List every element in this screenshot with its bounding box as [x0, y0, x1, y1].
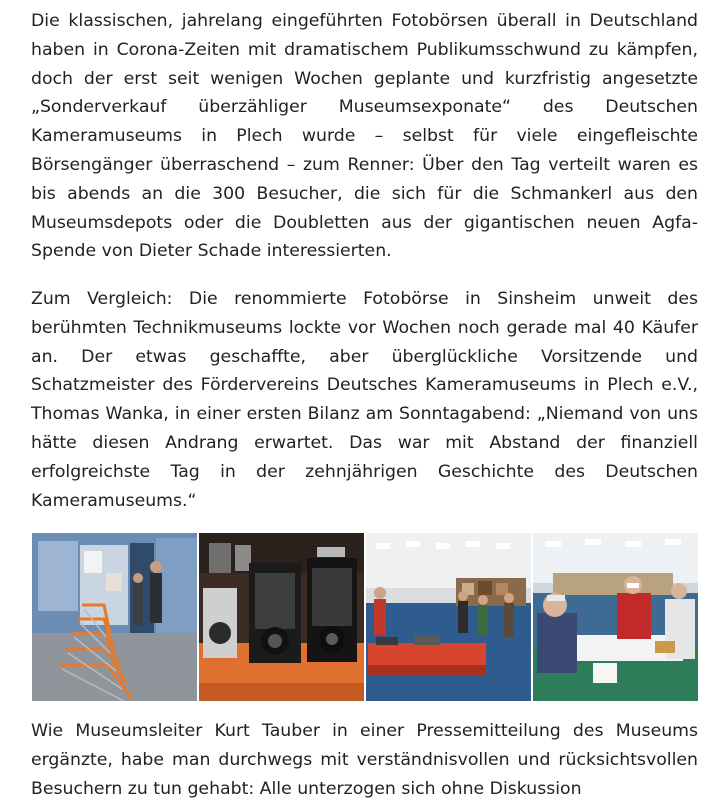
photo-entrance-shopping-carts-icon [32, 533, 197, 701]
photo-checkout-desk-icon [533, 533, 698, 701]
gallery-photo-checkout[interactable] [533, 533, 698, 701]
article-paragraph: Wie Museumsleiter Kurt Tauber in einer Pressemitteilung des Museums ergänzte, habe man durchwegs mit verständnisvollen und rücksichtsvollen Besuchern zu tun gehabt: Alle unterzogen sich ohne Diskussion [31, 721, 698, 799]
photo-folding-cameras-icon [199, 533, 364, 701]
photo-sales-hall-icon [366, 533, 531, 701]
article-paragraph: Zum Vergleich: Die renommierte Fotobörse in Sinsheim unweit des berühmten Technikmuseums lockte vor Wochen noch gerade mal 40 Käufer an. Der etwas geschaffte, aber überglückliche Vorsitzende und Schatzmeister des Fördervereins Deutsches Kameramuseums in Plech e.V., Thomas Wanka, in einer ersten Bilanz am Sonntagabend: „Niemand von uns hätte diesen Andrang erwartet. Das war mit Abstand der finanziell erfolgreichste Tag in der zehnjährigen Geschichte des Deutschen Kameramuseums.“ [31, 289, 698, 511]
article-paragraph: Die klassischen, jahrelang eingeführten Fotobörsen überall in Deutschland haben in Corona-Zeiten mit dramatischem Publikumsschwund zu kämpfen, doch der erst seit wenigen Wochen geplante und kurzfristig angesetzte „Sonderverkauf überzähliger Museumsexponate“ des Deutschen Kameramuseums in Plech wurde – selbst für viele eingefleischte Börsengänger überraschend – zum Renner: Über den Tag verteilt waren es bis abends an die 300 Besucher, die sich für die Schmankerl aus den Museumsdepots oder die Doubletten aus der gigantischen neuen Agfa-Spende von Dieter Schade interessierten. [31, 11, 698, 262]
photo-gallery [32, 533, 698, 701]
gallery-photo-entrance[interactable] [32, 533, 197, 701]
gallery-photo-cameras[interactable] [199, 533, 364, 701]
gallery-photo-hall[interactable] [366, 533, 531, 701]
